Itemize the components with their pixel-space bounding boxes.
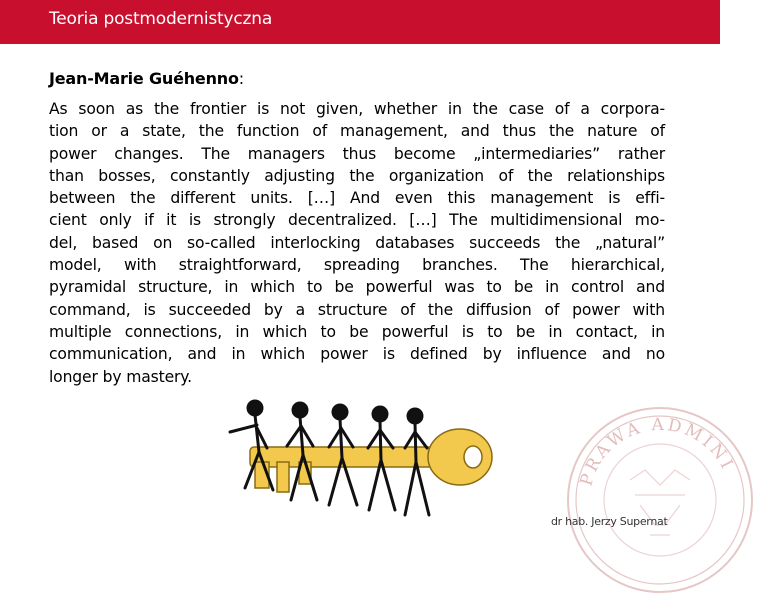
svg-text:PRAWA ADMINI: PRAWA ADMINI (576, 414, 738, 489)
quote-line: pyramidal structure, in which to be powerful was to be in control and (49, 278, 665, 297)
university-seal-watermark (560, 400, 760, 600)
quote-line: communication, and in which power is defined by influence and no (49, 345, 665, 364)
key-icon (250, 429, 492, 492)
quote-line: longer by mastery. (49, 367, 192, 386)
quote-line: As soon as the frontier is not given, whether in the case of a corpora- (49, 100, 665, 118)
title-bar (0, 0, 720, 44)
page-title: Teoria postmodernistyczna (49, 9, 273, 29)
quote-line: command, is succeeded by a structure of the diffusion of power with (49, 300, 665, 319)
author-name (49, 69, 244, 88)
quote-line: multiple connections, in which to be powerful is to be in contact, in (49, 322, 665, 341)
author-colon: : (238, 69, 244, 88)
quote-paragraph (49, 98, 665, 388)
author-name-text: Jean-Marie Guéhenno (49, 69, 239, 88)
quote-line: power changes. The managers thus become „intermediaries” rather (49, 144, 665, 163)
footer-author: dr hab. Jerzy Supernat (551, 515, 668, 528)
stick-figures-carrying-key (215, 400, 505, 525)
quote-line: between the different units. […] And even this management is effi- (49, 189, 665, 208)
quote-line: cient only if it is strongly decentralized. […] The multidimensional mo- (49, 211, 665, 230)
quote-line: del, based on so-called interlocking databases succeeds the „natural” (49, 233, 665, 252)
quote-line: tion or a state, the function of management, and thus the nature of (49, 122, 665, 141)
quote-line: than bosses, constantly adjusting the organization of the relationships (49, 166, 665, 185)
quote-line: model, with straightforward, spreading branches. The hierarchical, (49, 256, 665, 275)
